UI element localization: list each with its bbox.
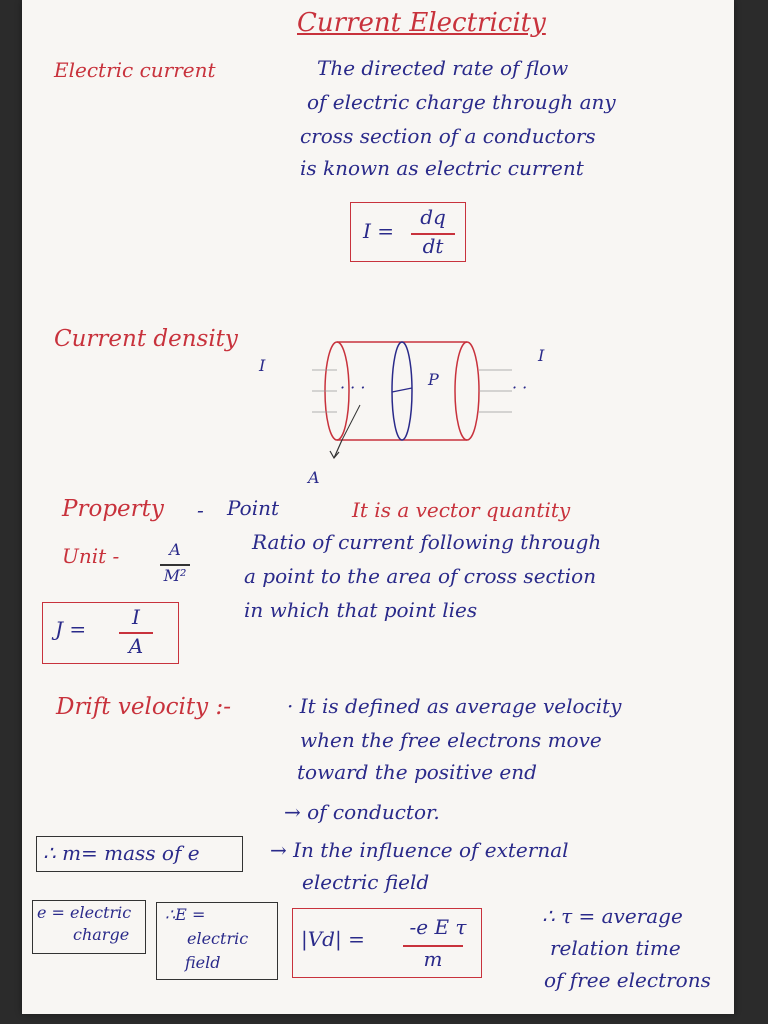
formula-numerator: dq bbox=[420, 205, 446, 229]
drift-def-line-3: toward the positive end bbox=[297, 760, 537, 784]
field-note-box bbox=[156, 902, 278, 980]
current-density-heading: Current density bbox=[54, 326, 238, 352]
mass-note-box bbox=[36, 836, 243, 872]
drift-point-3: electric field bbox=[302, 870, 430, 894]
definition-line-1: The directed rate of flow bbox=[317, 56, 569, 80]
definition-line-2: of electric charge through any bbox=[307, 90, 616, 114]
formula-lhs: I = bbox=[363, 219, 395, 243]
mass-note: ∴ m= mass of e bbox=[43, 841, 200, 865]
drift-def-line-1: · It is defined as average velocity bbox=[287, 694, 622, 718]
j-formula-lhs: J = bbox=[55, 617, 87, 641]
property-dash: - bbox=[197, 498, 204, 522]
point-p-label: P bbox=[428, 370, 439, 389]
area-a-label: A bbox=[308, 468, 320, 487]
definition-line-4: is known as electric current bbox=[300, 156, 584, 180]
field-note-line-1: ∴E = bbox=[165, 905, 206, 924]
property-def-line-2: a point to the area of cross section bbox=[244, 564, 597, 588]
unit-numerator: A bbox=[169, 540, 181, 559]
charge-note-box bbox=[32, 900, 146, 954]
j-formula-denominator: A bbox=[128, 634, 144, 658]
tau-note-line-2: relation time bbox=[550, 936, 681, 960]
current-formula-box bbox=[350, 202, 466, 262]
electric-current-heading: Electric current bbox=[54, 58, 216, 82]
unit-denominator: M² bbox=[163, 566, 187, 585]
drift-point-1: → of conductor. bbox=[284, 800, 440, 824]
drift-formula-lhs: |Vd| = bbox=[301, 927, 365, 951]
charge-note-line-2: charge bbox=[73, 925, 130, 944]
vector-quantity-text: It is a vector quantity bbox=[352, 498, 571, 522]
dots-left: · · · bbox=[340, 378, 366, 397]
field-note-line-2: electric bbox=[187, 929, 249, 948]
formula-denominator: dt bbox=[422, 234, 444, 258]
tau-note-line-3: of free electrons bbox=[544, 968, 711, 992]
notebook-page bbox=[22, 0, 734, 1014]
conductor-diagram bbox=[292, 330, 545, 490]
page-title: Current Electricity bbox=[297, 8, 546, 38]
point-label: Point bbox=[227, 496, 280, 520]
current-label-right: I bbox=[538, 346, 545, 365]
drift-formula-numerator: -e E τ bbox=[409, 915, 467, 939]
j-formula-numerator: I bbox=[132, 605, 140, 629]
unit-label: Unit - bbox=[62, 544, 120, 568]
property-def-line-1: Ratio of current following through bbox=[252, 530, 602, 554]
drift-point-2: → In the influence of external bbox=[270, 838, 569, 862]
tau-note-line-1: ∴ τ = average bbox=[542, 904, 683, 928]
drift-formula-box bbox=[292, 908, 482, 978]
field-note-line-3: field bbox=[185, 953, 221, 972]
current-label-left: I bbox=[259, 356, 266, 375]
drift-def-line-2: when the free electrons move bbox=[300, 728, 602, 752]
dots-right: · · bbox=[512, 378, 528, 397]
charge-note-line-1: e = electric bbox=[37, 903, 132, 922]
property-heading: Property bbox=[62, 496, 164, 522]
drift-formula-denominator: m bbox=[423, 947, 443, 971]
property-def-line-3: in which that point lies bbox=[244, 598, 478, 622]
drift-velocity-heading: Drift velocity :- bbox=[56, 694, 231, 720]
current-density-formula-box bbox=[42, 602, 179, 664]
definition-line-3: cross section of a conductors bbox=[300, 124, 596, 148]
